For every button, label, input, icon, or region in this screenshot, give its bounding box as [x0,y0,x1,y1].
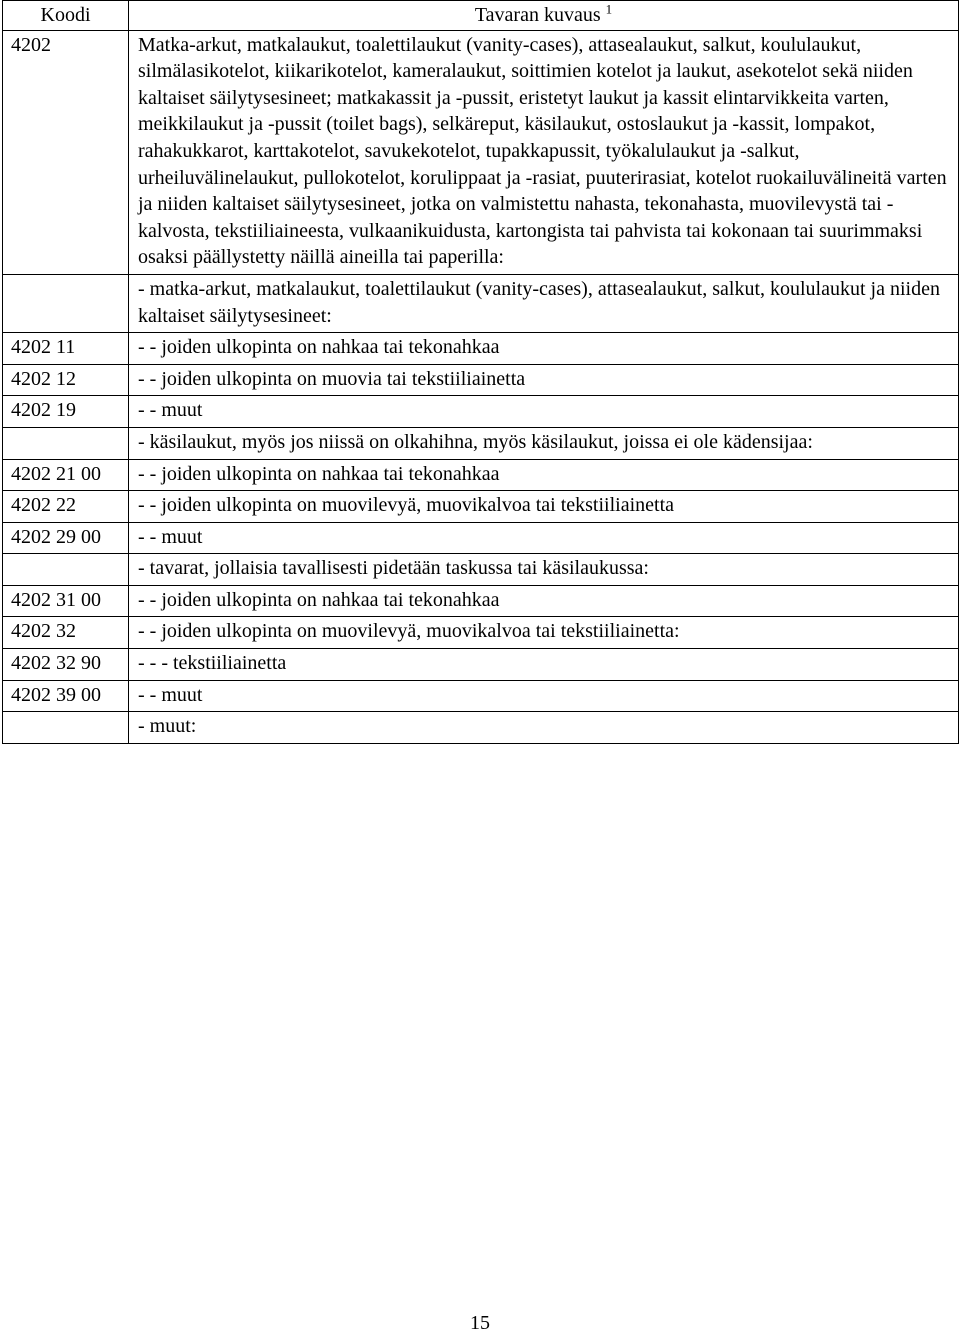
table-row [3,396,959,428]
row-code: 4202 32 [3,617,129,649]
row-code: 4202 19 [3,396,129,428]
row-description: - tavarat, jollaisia tavallisesti pidetään taskussa tai käsilaukussa: [129,554,959,586]
table-row [3,364,959,396]
table-row [3,554,959,586]
row-description: - matka-arkut, matkalaukut, toalettilaukut (vanity-cases), attasealaukut, salkut, koululaukut ja niiden kaltaiset säilytysesineet: [129,274,959,332]
table-body [3,30,959,743]
header-row [3,1,959,31]
table-row [3,522,959,554]
row-description: Matka-arkut, matkalaukut, toalettilaukut (vanity-cases), attasealaukut, salkut, koululaukut, silmälasikotelot, kiikarikotelot, kameralaukut, soittimien kotelot ja laukut, asekotelot sekä niiden kaltaiset säilytysesineet; matkakassit ja -pussit, eristetyt laukut ja kassit elintarvikkeita varten, meikkilaukut ja -pussit (toilet bags), selkäreput, käsilaukut, ostoslaukut ja -kassit, lompakot, rahakukkarot, karttakotelot, savukekotelot, tupakkapussit, työkalulaukut ja -salkut, urheiluvälinelaukut, pullokotelot, korulippaat ja -rasiat, puuterirasiat, kotelot ruokailuvälineitä varten ja niiden kaltaiset säilytysesineet, jotka on valmistettu nahasta, tekonahasta, muovilevystä tai -kalvosta, tekstiiliaineesta, vulkaanikuidusta, kartongista tai pahvista tai kokonaan tai suurimmaksi osaksi päällystetty näillä aineilla tai paperilla: [129,30,959,274]
table-row [3,459,959,491]
row-code: 4202 32 90 [3,649,129,681]
row-code [3,274,129,332]
column-header-code: Koodi [3,1,129,31]
row-description: - - joiden ulkopinta on nahkaa tai tekonahkaa [129,333,959,365]
table-row [3,617,959,649]
column-header-description [129,1,959,31]
row-description: - - joiden ulkopinta on muovilevyä, muovikalvoa tai tekstiiliainetta: [129,617,959,649]
footnote-mark: 1 [605,1,613,17]
row-description: - - joiden ulkopinta on nahkaa tai tekonahkaa [129,459,959,491]
row-code: 4202 39 00 [3,680,129,712]
tariff-table [2,0,959,744]
page-number: 15 [470,1312,490,1334]
row-code [3,554,129,586]
row-description: - käsilaukut, myös jos niissä on olkahihna, myös käsilaukut, joissa ei ole kädensijaa: [129,427,959,459]
table-row [3,712,959,744]
table-row [3,585,959,617]
row-code: 4202 29 00 [3,522,129,554]
row-code: 4202 12 [3,364,129,396]
table-row [3,30,959,274]
row-description: - - muut [129,522,959,554]
row-description: - - - tekstiiliainetta [129,649,959,681]
row-description: - - joiden ulkopinta on muovia tai tekstiiliainetta [129,364,959,396]
table-header [3,1,959,31]
row-description: - - muut [129,680,959,712]
row-description: - - muut [129,396,959,428]
row-code: 4202 31 00 [3,585,129,617]
column-header-description-label: Tavaran kuvaus [474,4,601,26]
row-code [3,712,129,744]
table-row [3,333,959,365]
row-code [3,427,129,459]
table-row [3,649,959,681]
row-description: - muut: [129,712,959,744]
table-row [3,491,959,523]
row-code: 4202 [3,30,129,274]
table-row [3,274,959,332]
table-row [3,427,959,459]
table-row [3,680,959,712]
row-description: - - joiden ulkopinta on nahkaa tai tekonahkaa [129,585,959,617]
row-description: - - joiden ulkopinta on muovilevyä, muovikalvoa tai tekstiiliainetta [129,491,959,523]
row-code: 4202 21 00 [3,459,129,491]
row-code: 4202 22 [3,491,129,523]
row-code: 4202 11 [3,333,129,365]
